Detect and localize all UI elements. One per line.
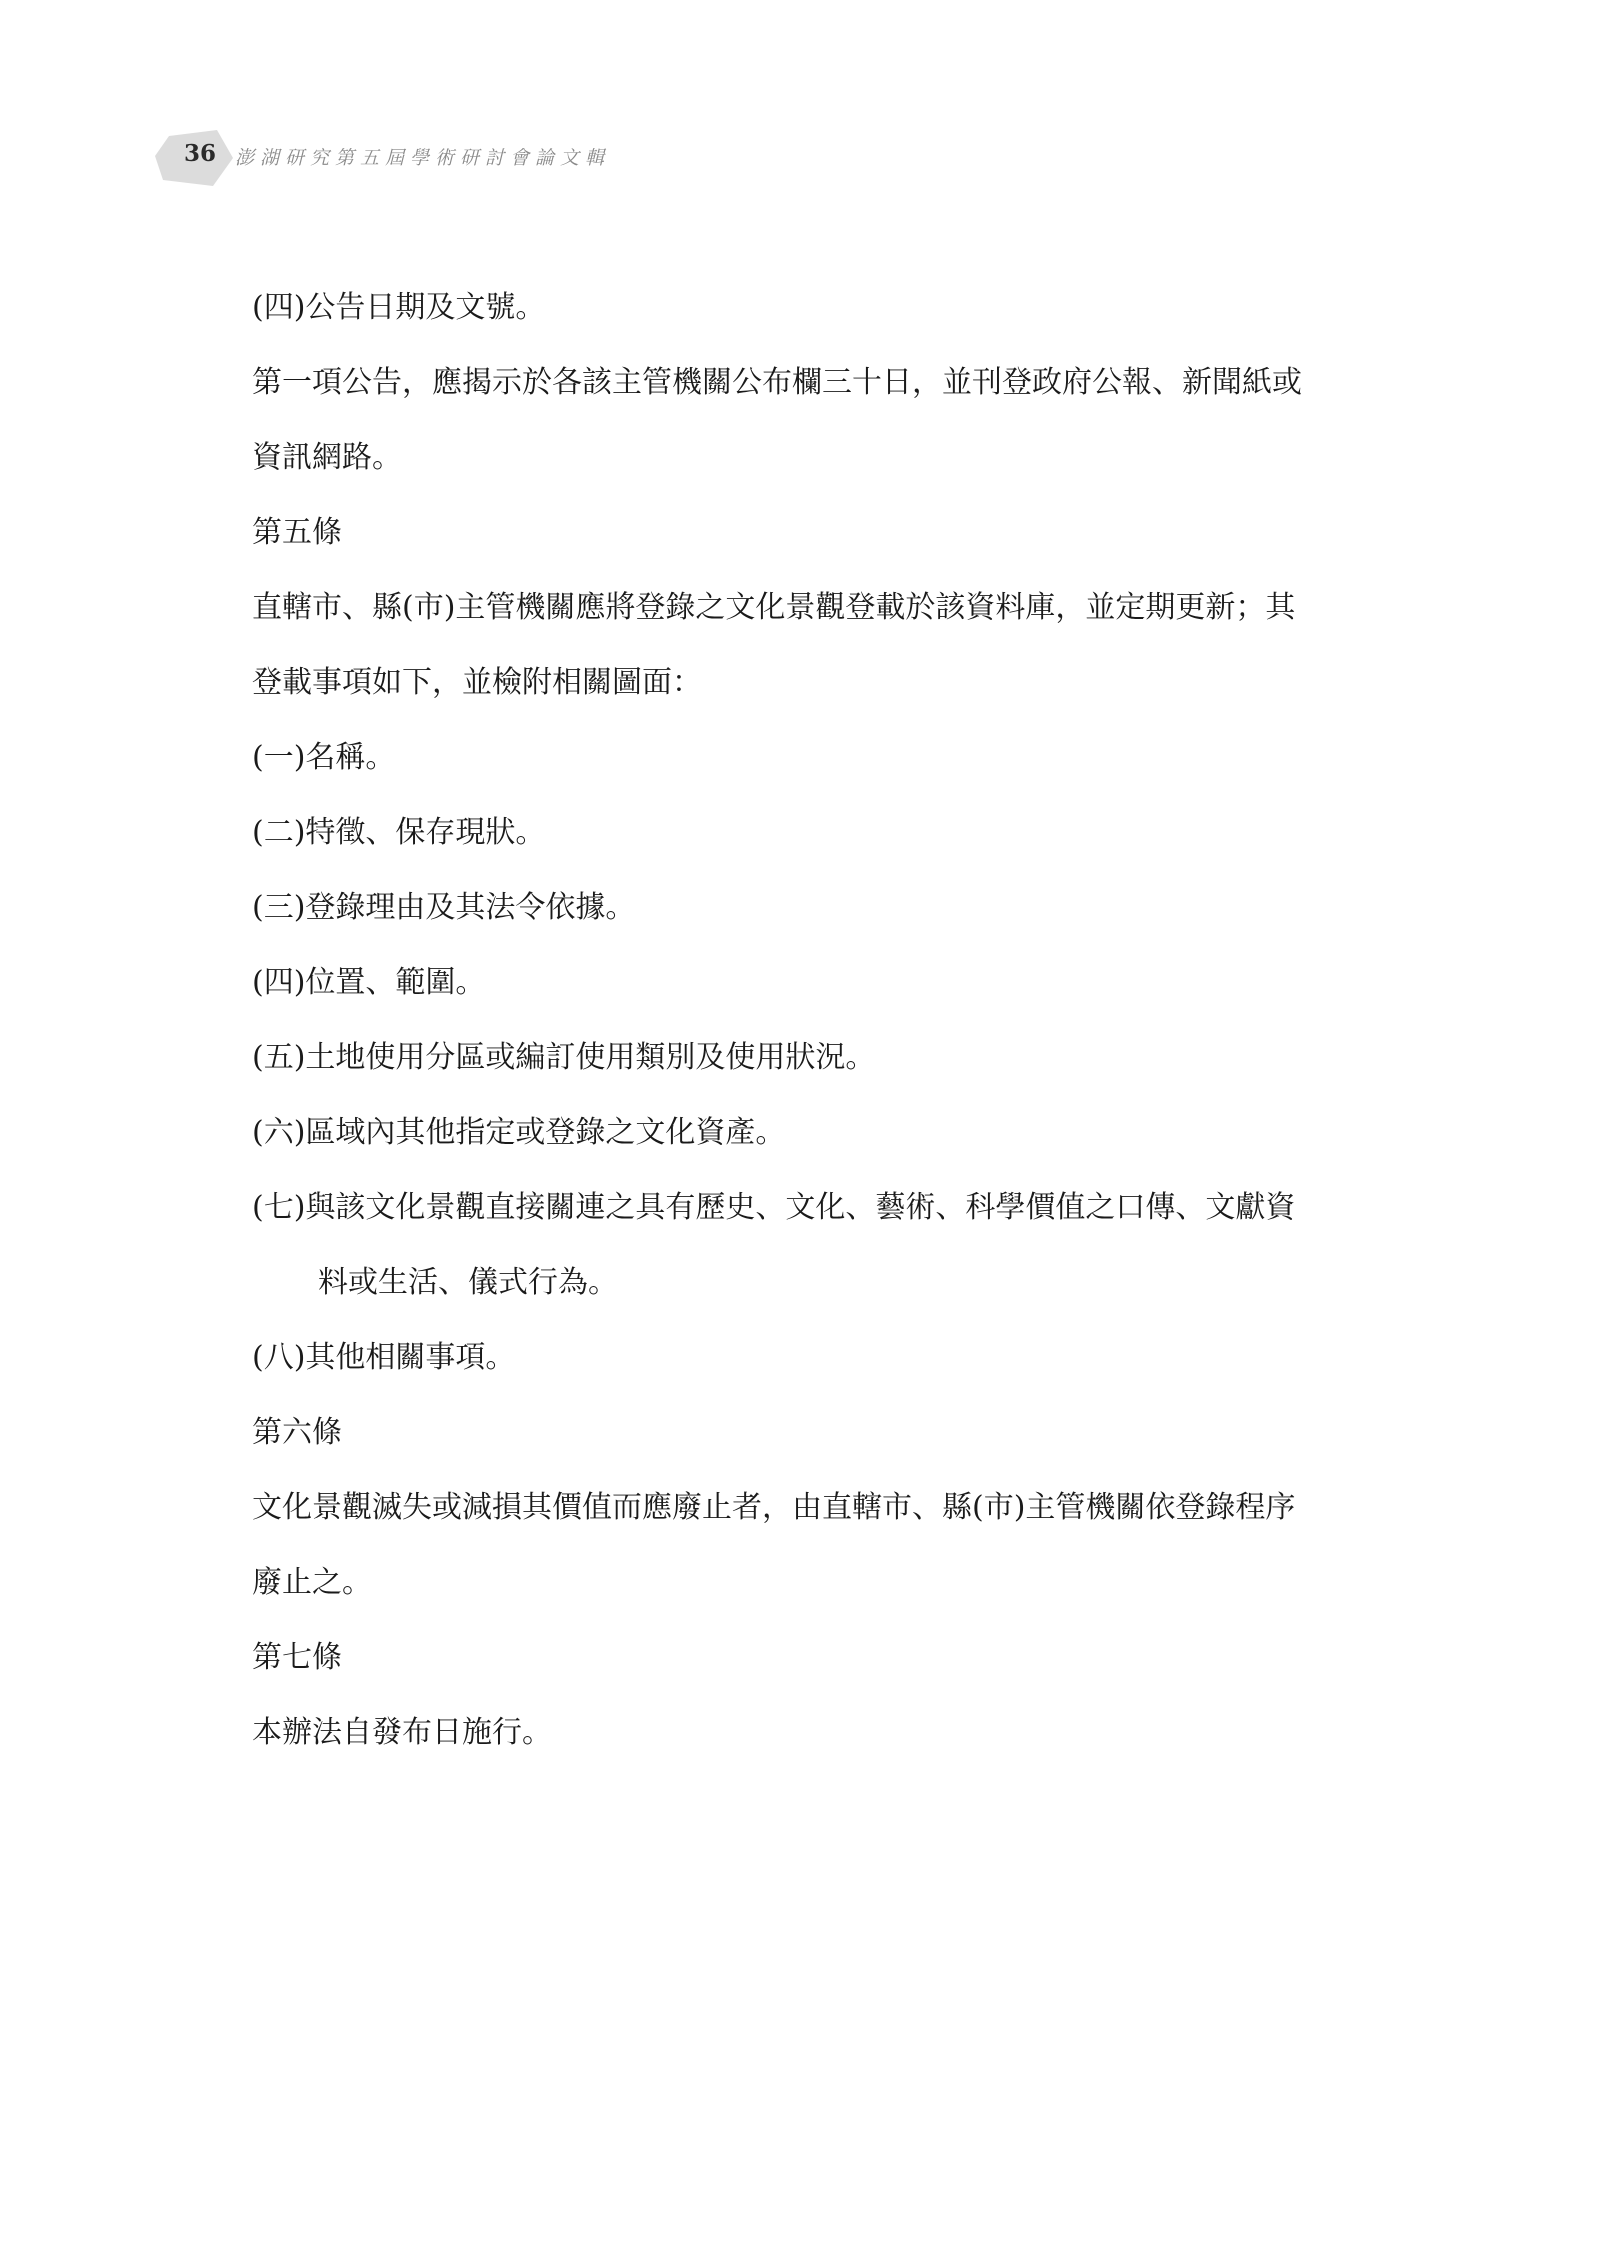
list-item: (一)名稱。 [252, 740, 396, 775]
page-header [155, 128, 855, 188]
list-item: (六)區域內其他指定或登錄之文化資產。 [252, 1115, 786, 1150]
text-line: 廢止之。 [252, 1565, 372, 1600]
text-line: 第一項公告，應揭示於各該主管機關公布欄三十日，並刊登政府公報、新聞紙或 [252, 365, 1302, 400]
page-number: 36 [183, 140, 216, 167]
document-body [252, 270, 1422, 1770]
list-item: (四)位置、範圍。 [252, 965, 486, 1000]
article-heading: 第六條 [252, 1415, 342, 1450]
text-line: 本辦法自發布日施行。 [252, 1715, 552, 1750]
article-heading: 第七條 [252, 1640, 342, 1675]
text-line: (四)公告日期及文號。 [252, 290, 546, 325]
text-line: 資訊網路。 [252, 440, 402, 475]
list-item: (八)其他相關事項。 [252, 1340, 516, 1375]
list-item: (五)土地使用分區或編訂使用類別及使用狀況。 [252, 1040, 876, 1075]
text-line: 文化景觀滅失或減損其價值而應廢止者，由直轄市、縣(市)主管機關依登錄程序 [252, 1490, 1296, 1525]
article-heading: 第五條 [252, 515, 342, 550]
page-number-badge [155, 128, 235, 188]
list-item: (七)與該文化景觀直接關連之具有歷史、文化、藝術、科學價值之口傳、文獻資 [252, 1190, 1296, 1225]
list-item: (二)特徵、保存現狀。 [252, 815, 546, 850]
list-item-continuation: 料或生活、儀式行為。 [318, 1265, 618, 1300]
text-line: 登載事項如下，並檢附相關圖面： [252, 665, 702, 700]
list-item: (三)登錄理由及其法令依據。 [252, 890, 636, 925]
journal-title: 澎湖研究第五屆學術研討會論文輯 [235, 147, 611, 169]
text-line: 直轄市、縣(市)主管機關應將登錄之文化景觀登載於該資料庫，並定期更新；其 [252, 590, 1296, 625]
